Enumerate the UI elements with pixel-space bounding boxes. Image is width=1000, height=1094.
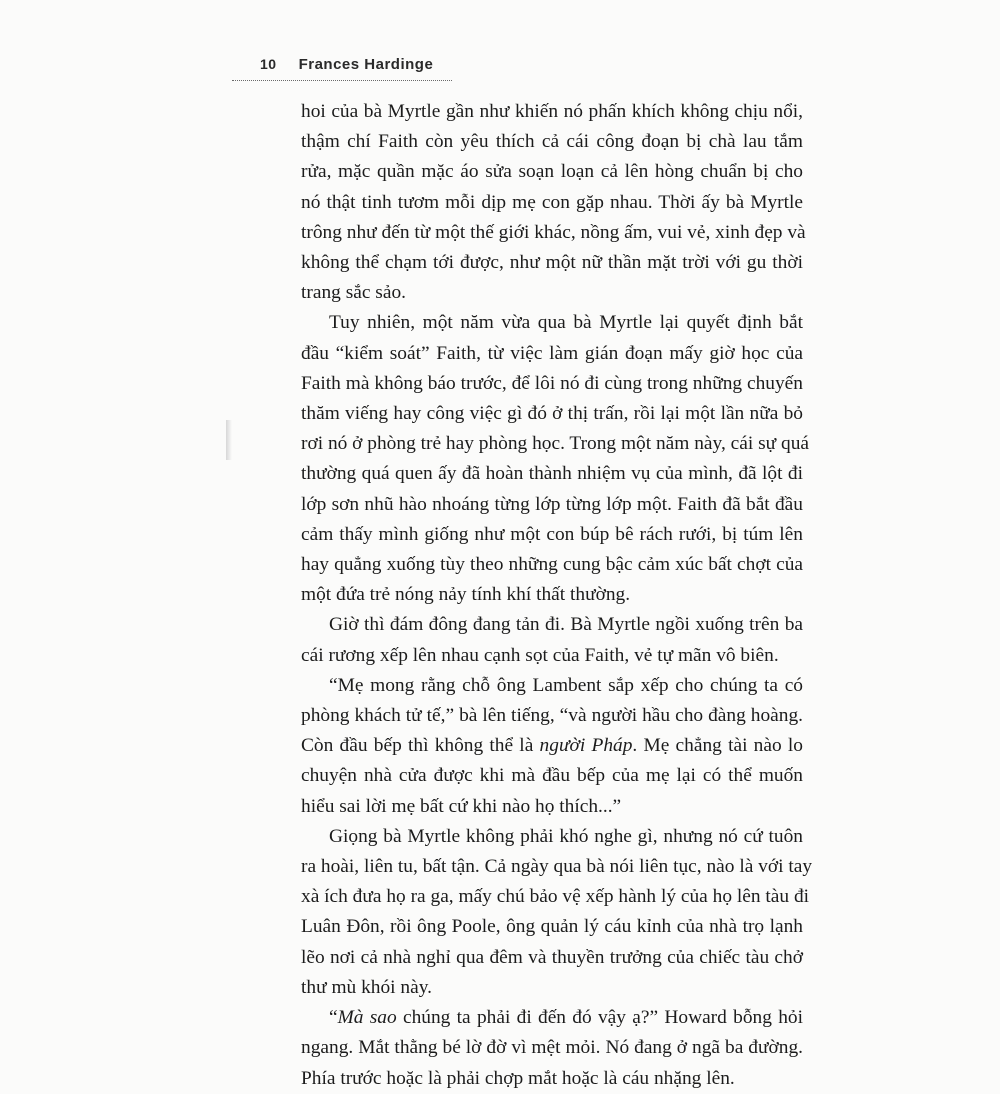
text-line: rơi nó ở phòng trẻ hay phòng học. Trong một năm này, cái sự quá [301,433,809,455]
text-line: cảm thấy mình giống như một con búp bê rách rưới, bị túm lên [301,523,803,545]
text-line: hay quẳng xuống tùy theo những cung bậc cảm xúc bất chợt của [301,554,803,576]
paragraph [301,1003,803,1094]
text-line: Giọng bà Myrtle không phải khó nghe gì, nhưng nó cứ tuôn [329,825,803,847]
text-line: thư mù khói này. [301,976,432,998]
running-head: Frances Hardinge [298,56,434,73]
header-dotted-rule [232,80,452,81]
text-line: “Mẹ mong rằng chỗ ông Lambent sắp xếp cho chúng ta có [329,674,803,696]
text-line: trông như đến từ một thế giới khác, nồng ấm, vui vẻ, xinh đẹp và [301,221,806,243]
text-line: nó thật tinh tươm mỗi dịp mẹ con gặp nhau. Thời ấy bà Myrtle [301,191,803,213]
text-line: hoi của bà Myrtle gần như khiến nó phấn khích không chịu nổi, [301,101,803,122]
page-header [232,56,780,82]
text-line: Luân Đôn, rồi ông Poole, ông quản lý cáu kỉnh của nhà trọ lạnh [301,916,803,938]
text-line: Còn đầu bếp thì không thể là người Pháp. Mẹ chẳng tài nào lo [301,735,803,757]
paragraph [301,308,809,610]
text-line: thường quá quen ấy đã hoàn thành nhiệm vụ của mình, đã lột đi [301,463,803,485]
paragraph [301,97,806,308]
text-line: phòng khách tử tế,” bà lên tiếng, “và người hầu cho đàng hoàng. [301,705,803,727]
text-line: trang sắc sảo. [301,282,406,304]
text-line: thăm viếng hay công việc gì đó ở thị trấn, rồi lại một lần nữa bỏ [301,403,803,425]
paragraph [301,822,813,1003]
italic-text: người Pháp [539,735,633,757]
text-line: hiểu sai lời mẹ bất cứ khi nào họ thích...” [301,795,622,817]
text-line: ngang. Mắt thằng bé lờ đờ vì mệt mỏi. Nó đang ở ngã ba đường. [301,1037,803,1059]
text-line: Giờ thì đám đông đang tản đi. Bà Myrtle ngồi xuống trên ba [329,614,803,636]
body-text [301,97,813,1094]
text-line: “Mà sao chúng ta phải đi đến đó vậy ạ?” Howard bỗng hỏi [329,1007,803,1029]
italic-text: Mà sao [337,1007,397,1029]
text-line: Tuy nhiên, một năm vừa qua bà Myrtle lại quyết định bắt [329,312,803,334]
text-line: lẽo nơi cả nhà nghỉ qua đêm và thuyền trưởng của chiếc tàu chở [301,946,803,968]
text-line: cái rương xếp lên nhau cạnh sọt của Faith, vẻ tự mãn vô biên. [301,644,779,666]
text-line: thậm chí Faith còn yêu thích cả cái công đoạn bị chà lau tắm [301,131,803,153]
text-line: Faith mà không báo trước, để lôi nó đi cùng trong những chuyến [301,372,803,394]
page-edge-shadow [226,420,232,460]
text-line: rửa, mặc quần mặc áo sửa soạn loạn cả lên hòng chuẩn bị cho [301,161,803,183]
text-line: đầu “kiểm soát” Faith, từ việc làm gián đoạn mấy giờ học của [301,342,803,364]
text-line: một đứa trẻ nóng nảy tính khí thất thường. [301,584,631,606]
text-line: lớp sơn nhũ hào nhoáng từng lớp từng lớp một. Faith đã bắt đầu [301,493,803,515]
text-line: ra hoài, liên tu, bất tận. Cả ngày qua bà nói liên tục, nào là với tay [301,856,813,878]
paragraph [301,671,803,822]
page-number: 10 [260,56,277,72]
text-line: không thể chạm tới được, như một nữ thần mặt trời với gu thời [301,252,803,274]
paragraph [301,610,803,670]
text-line: chuyện nhà cửa được khi mà đầu bếp của mẹ lại có thể muốn [301,765,803,787]
text-line: Phía trước hoặc là phải chợp mắt hoặc là cáu nhặng lên. [301,1067,735,1089]
text-line: xà ích đưa họ ra ga, mấy chú bảo vệ xếp hành lý của họ lên tàu đi [301,886,810,908]
